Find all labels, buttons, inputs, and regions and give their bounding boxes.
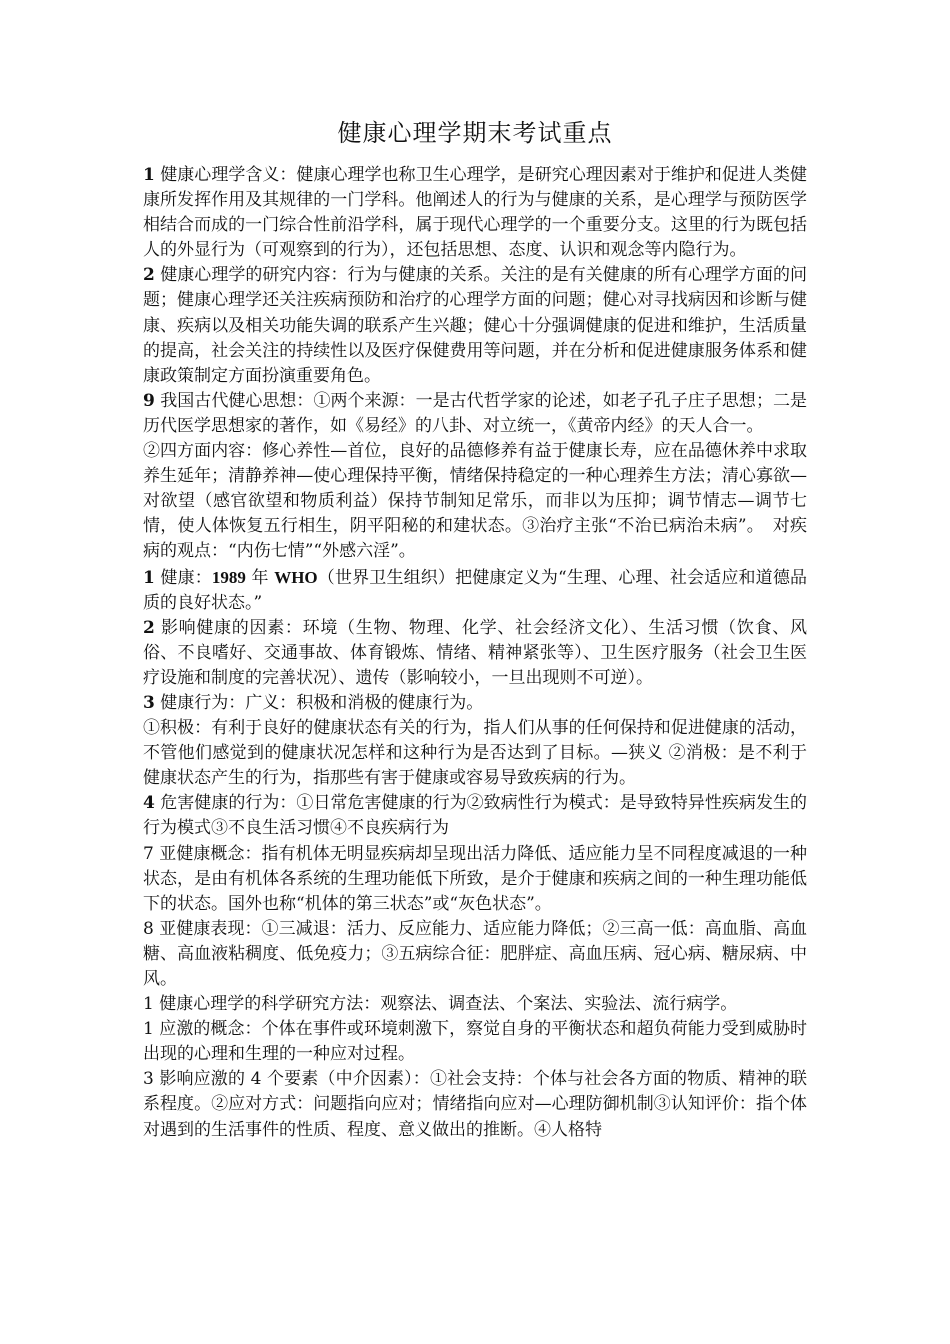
paragraph-text: 健康心理学的研究内容：行为与健康的关系。关注的是有关健康的所有心理学方面的问题；健康心理学还关注疾病预防和治疗的心理学方面的问题；健心对寻找病因和诊断与健康、疾病以及相关功能失调的联系产生兴趣；健心十分强调健康的促进和维护，生活质量的提高，社会关注的持续性以及医疗保健费用等问题，并在分析和促进健康服务体系和健康政策制定方面扮演重要角色。	[143, 265, 807, 386]
paragraph-text: 健康：	[154, 567, 212, 588]
paragraph-subhealth-signs	[143, 917, 807, 992]
paragraph-stress-factors	[143, 1067, 807, 1142]
paragraph-health-definition	[143, 565, 807, 616]
paragraph-text: ②四方面内容：修心养性—首位，良好的品德修养有益于健康长寿，应在品德休养中求取养生延年；清静养神—使心理保持平衡，情绪保持稳定的一种心理养生方法；清心寡欲—对欲望（感官欲望和物质利益）保持节制知足常乐，而非以为压抑；调节情志—调节七情，使人体恢复五行相生，阴平阳秘的和建状态。③治疗主张“不治已病治未病”。 对疾病的观点：“内伤七情”“外感六淫”。	[143, 441, 807, 562]
section-number: 1	[143, 567, 155, 588]
document-body	[143, 163, 807, 1143]
document-title: 健康心理学期末考试重点	[337, 119, 613, 147]
paragraph-text: 1 健康心理学的科学研究方法：观察法、调查法、个案法、实验法、流行病学。	[143, 994, 738, 1015]
paragraph-research-methods	[143, 992, 807, 1017]
paragraph-text: 7 亚健康概念：指有机体无明显疾病却呈现出活力降低、适应能力呈不同程度减退的一种状态，是由有机体各系统的生理功能低下所致，是介于健康和疾病之间的一种生理功能低下的状态。国外也称“机体的第三状态”或“灰色状态”。	[143, 843, 807, 914]
section-number: 1	[143, 165, 155, 185]
paragraph-text: 我国古代健心思想：①两个来源：一是古代哲学家的论述，如老子孔子庄子思想；二是历代医学思想家的著作，如《易经》的八卦、对立统一，《黄帝内经》的天人合一。	[143, 390, 807, 436]
paragraph-ancient-thought	[143, 389, 807, 439]
paragraph-subhealth-concept	[143, 842, 807, 917]
paragraph-text: 3 影响应激的 4 个要素（中介因素）：①社会支持：个体与社会各方面的物质、精神的联系程度。②应对方式：问题指向应对；情绪指向应对—心理防御机制③认知评价：指个体对遇到的生活事件的性质、程度、意义做出的推断。④人格特	[143, 1069, 807, 1140]
paragraph-health-behavior	[143, 691, 807, 716]
section-number: 2	[143, 265, 155, 286]
who-abbreviation: WHO	[274, 567, 318, 587]
paragraph-text: 危害健康的行为：①日常危害健康的行为②致病性行为模式：是导致特异性疾病发生的行为模式③不良生活习惯④不良疾病行为	[143, 793, 807, 839]
paragraph-text: 8 亚健康表现：①三减退：活力、反应能力、适应能力降低；②三高一低：高血脂、高血糖、高血液粘稠度、低免疫力；③五病综合征：肥胖症、高血压病、冠心病、糖尿病、中风。	[143, 918, 807, 989]
paragraph-stress-concept	[143, 1017, 807, 1067]
section-number: 4	[143, 793, 155, 814]
paragraph-four-aspects	[143, 439, 807, 564]
paragraph-text: （世界卫生组织）把健康定义为“生理、心理、社会适应和道德品质的良好状态。”	[143, 567, 807, 613]
paragraph-text: 影响健康的因素：环境（生物、物理、化学、社会经济文化）、生活习惯（饮食、风俗、不良嗜好、交通事故、体育锻炼、情绪、精神紧张等）、卫生医疗服务（社会卫生医疗设施和制度的完善状况）、遗传（影响较小，一旦出现则不可逆）。	[143, 617, 807, 688]
paragraph-text: 年	[245, 567, 275, 588]
paragraph-text: 1 应激的概念：个体在事件或环境刺激下，察觉自身的平衡状态和超负荷能力受到威胁时出现的心理和生理的一种应对过程。	[143, 1019, 807, 1065]
section-number: 2	[143, 617, 155, 638]
paragraph-text: 健康行为：广义：积极和消极的健康行为。	[154, 692, 484, 713]
paragraph-research-content	[143, 263, 807, 388]
year-1989: 1989	[211, 567, 246, 587]
paragraph-text: ①积极：有利于良好的健康状态有关的行为，指人们从事的任何保持和促进健康的活动，不管他们感觉到的健康状况怎样和这种行为是否达到了目标。—狭义 ②消极：是不利于健康状态产生的行为，指那些有害于健康或容易导致疾病的行为。	[143, 718, 807, 789]
paragraph-positive-negative	[143, 716, 807, 791]
paragraph-health-psychology-definition	[143, 163, 807, 263]
paragraph-harmful-behavior	[143, 791, 807, 841]
paragraph-health-factors	[143, 616, 807, 691]
section-number: 9	[143, 390, 155, 411]
paragraph-text: 健康心理学含义：健康心理学也称卫生心理学，是研究心理因素对于维护和促进人类健康所发挥作用及其规律的一门学科。他阐述人的行为与健康的关系，是心理学与预防医学相结合而成的一门综合性前沿学科，属于现代心理学的一个重要分支。这里的行为既包括人的外显行为（可观察到的行为），还包括思想、态度、认识和观念等内隐行为。	[143, 165, 807, 261]
section-number: 3	[143, 692, 155, 713]
